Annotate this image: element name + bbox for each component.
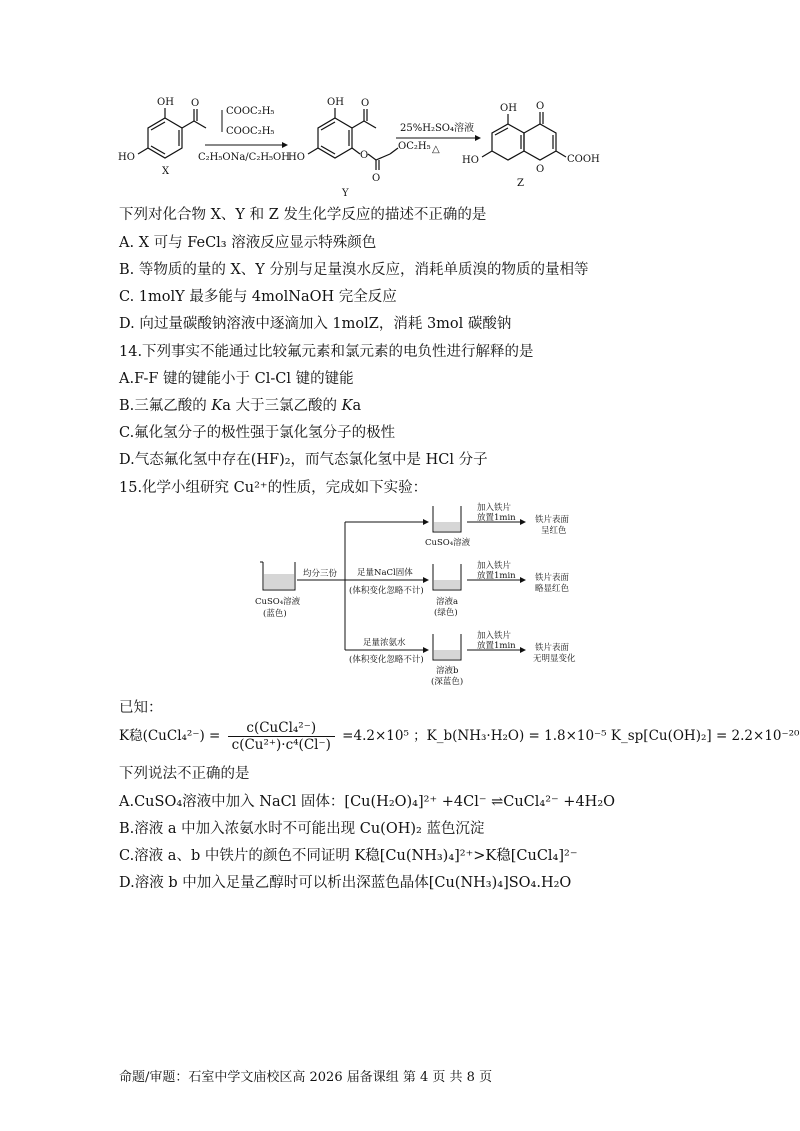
z-cooh: COOH bbox=[567, 154, 600, 165]
z-o2: O bbox=[536, 164, 545, 175]
branch2-add-1: 加入铁片 bbox=[477, 561, 512, 571]
split-label: 均分三份 bbox=[303, 569, 338, 579]
compound-y-label: Y bbox=[342, 188, 349, 199]
formula-kb: ；K_b(NH₃·H₂O) = 1.8×10⁻⁵ bbox=[413, 728, 607, 744]
formula-lhs: K稳(CuCl₄²⁻) = bbox=[119, 728, 221, 744]
compound-z-label: Z bbox=[517, 178, 524, 189]
y-oc2h5: OC₂H₅ bbox=[398, 141, 431, 152]
branch1-result-2: 呈红色 bbox=[541, 526, 567, 536]
formula-value: =4.2×10⁵ bbox=[342, 728, 409, 744]
reagent1-below: C₂H₅ONa/C₂H₅OH bbox=[198, 152, 290, 163]
q14-option-d: D.气态氟化氢中存在(HF)₂，而气态氯化氢中是 HCl 分子 bbox=[119, 452, 488, 468]
branch2-result-1: 铁片表面 bbox=[535, 573, 570, 583]
branch2-note: (体积变化忽略不计) bbox=[349, 586, 424, 596]
page-footer: 命题/审题：石室中学文庙校区高 2026 届备课组 第 4 页 共 8 页 bbox=[119, 1070, 493, 1085]
start-beaker-color: (蓝色) bbox=[263, 609, 287, 619]
branch1-beaker: CuSO₄溶液 bbox=[425, 538, 471, 548]
q14-option-b: B.三氟乙酸的 Ka 大于三氯乙酸的 Ka bbox=[119, 398, 362, 414]
q14-option-a: A.F-F 键的键能小于 Cl-Cl 键的键能 bbox=[119, 371, 354, 387]
branch3-note: (体积变化忽略不计) bbox=[349, 655, 424, 665]
q13-option-d: D. 向过量碳酸钠溶液中逐滴加入 1molZ，消耗 3mol 碳酸钠 bbox=[119, 316, 512, 332]
q15-option-d: D.溶液 b 中加入足量乙醇时可以析出深蓝色晶体[Cu(NH₃)₄]SO₄.H₂O bbox=[119, 875, 572, 891]
branch3-result-1: 铁片表面 bbox=[535, 643, 570, 653]
q15-stem: 15.化学小组研究 Cu²⁺的性质，完成如下实验： bbox=[119, 480, 428, 496]
branch3-add-1: 加入铁片 bbox=[477, 631, 512, 641]
q14-option-c: C.氟化氢分子的极性强于氯化氢分子的极性 bbox=[119, 425, 396, 441]
experiment-diagram bbox=[245, 500, 615, 690]
y-o2: O bbox=[360, 150, 369, 161]
q13-option-b: B. 等物质的量的 X、Y 分别与足量溴水反应，消耗单质溴的物质的量相等 bbox=[119, 262, 589, 278]
q15-option-b: B.溶液 a 中加入浓氨水时不可能出现 Cu(OH)₂ 蓝色沉淀 bbox=[119, 821, 485, 837]
z-o1: O bbox=[536, 101, 545, 112]
y-ho: HO bbox=[288, 152, 305, 163]
formula-ksp: K_sp[Cu(OH)₂] = 2.2×10⁻²⁰ bbox=[610, 728, 800, 744]
q13-option-a: A. X 可与 FeCl₃ 溶液反应显示特殊颜色 bbox=[119, 235, 377, 251]
reagent1-line2: COOC₂H₅ bbox=[226, 126, 275, 137]
branch2-color: (绿色) bbox=[434, 608, 458, 618]
q13-stem: 下列对化合物 X、Y 和 Z 发生化学反应的描述不正确的是 bbox=[119, 207, 487, 223]
branch1-result-1: 铁片表面 bbox=[535, 515, 570, 525]
reagent2-below: △ bbox=[432, 144, 440, 155]
y-oh: OH bbox=[327, 97, 344, 108]
x-ho: HO bbox=[118, 152, 135, 163]
branch1-add-2: 放置1min bbox=[477, 513, 516, 523]
stability-formula bbox=[119, 720, 799, 753]
compound-z-structure bbox=[482, 112, 566, 160]
x-o: O bbox=[191, 98, 200, 109]
q15-option-a: A.CuSO₄溶液中加入 NaCl 固体：[Cu(H₂O)₄]²⁺ +4Cl⁻ ⇌CuCl₄²⁻ +4H₂O bbox=[119, 794, 616, 810]
q15-sub-stem: 下列说法不正确的是 bbox=[119, 766, 250, 782]
compound-y-structure bbox=[308, 108, 398, 170]
z-ho: HO bbox=[462, 155, 479, 166]
start-beaker-label: CuSO₄溶液 bbox=[255, 597, 301, 607]
branch3-result-2: 无明显变化 bbox=[533, 654, 576, 664]
reagent2-above: 25%H₂SO₄溶液 bbox=[400, 123, 475, 134]
branch2-result-2: 略显红色 bbox=[535, 584, 570, 594]
branch3-add-2: 放置1min bbox=[477, 641, 516, 651]
branch2-reagent: 足量NaCl固体 bbox=[357, 568, 413, 578]
y-o3: O bbox=[372, 173, 381, 184]
known-label: 已知： bbox=[119, 700, 163, 716]
branch2-beaker: 溶液a bbox=[436, 597, 459, 607]
q14-stem: 14.下列事实不能通过比较氟元素和氯元素的电负性进行解释的是 bbox=[119, 344, 534, 360]
branch1-add-1: 加入铁片 bbox=[477, 503, 512, 513]
z-oh: OH bbox=[500, 103, 517, 114]
x-oh: OH bbox=[157, 97, 174, 108]
formula-denominator: c(Cu²⁺)·c⁴(Cl⁻) bbox=[231, 737, 331, 753]
reaction-scheme bbox=[110, 88, 710, 200]
compound-x-label: X bbox=[162, 166, 170, 177]
branch3-reagent: 足量浓氨水 bbox=[363, 638, 406, 648]
formula-fraction bbox=[228, 720, 335, 753]
y-o1: O bbox=[361, 98, 370, 109]
branch2-add-2: 放置1min bbox=[477, 571, 516, 581]
formula-numerator: c(CuCl₄²⁻) bbox=[228, 720, 335, 737]
q13-option-c: C. 1molY 最多能与 4molNaOH 完全反应 bbox=[119, 289, 397, 305]
reagent1-line1: COOC₂H₅ bbox=[226, 106, 275, 117]
q15-option-c: C.溶液 a、b 中铁片的颜色不同证明 K稳[Cu(NH₃)₄]²⁺>K稳[CuCl₄]²⁻ bbox=[119, 848, 578, 864]
branch3-color: (深蓝色) bbox=[431, 677, 464, 687]
branch3-beaker: 溶液b bbox=[436, 666, 459, 676]
compound-x-structure bbox=[138, 108, 206, 158]
